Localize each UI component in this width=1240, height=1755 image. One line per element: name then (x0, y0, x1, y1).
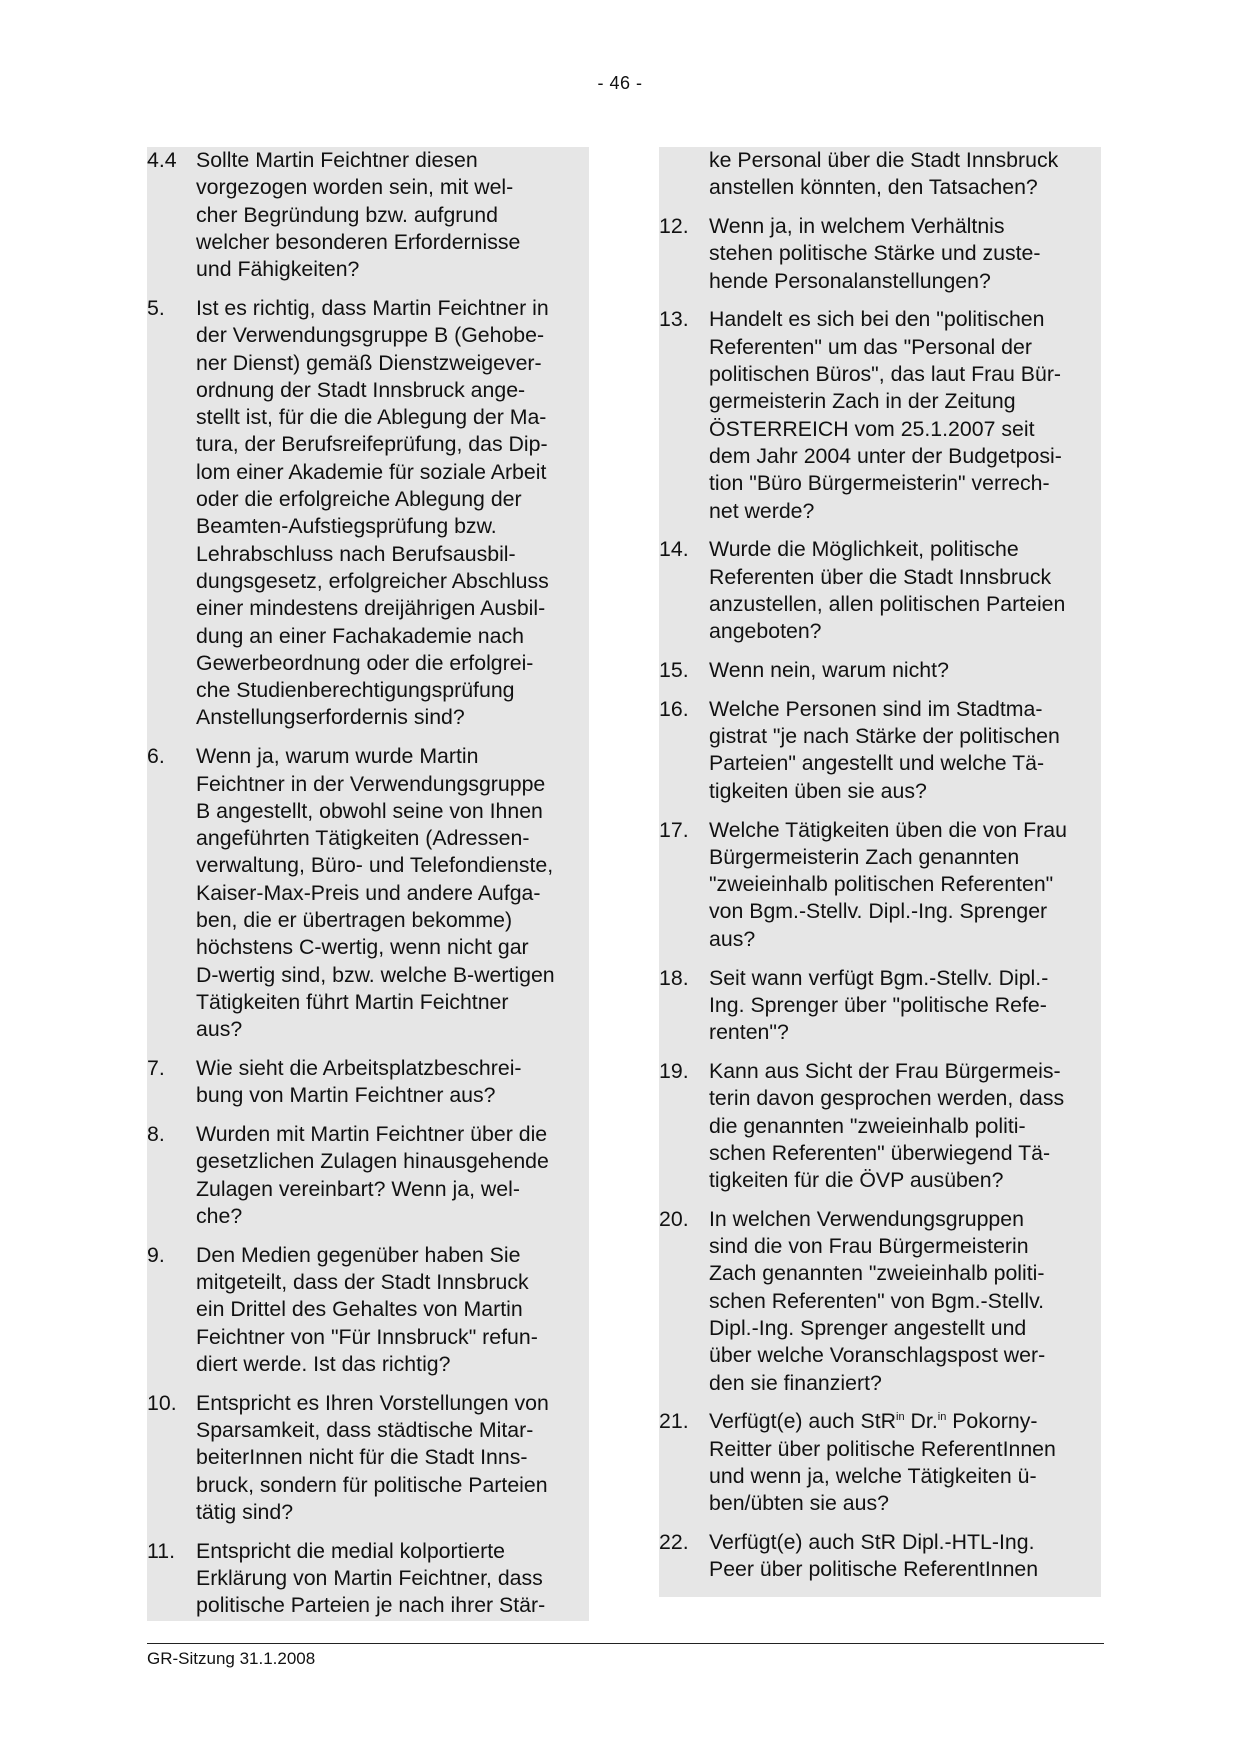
superscript: in (937, 1411, 947, 1424)
list-item (659, 306, 1101, 524)
list-item (659, 657, 1101, 684)
item-number: 9. (147, 1242, 165, 1267)
item-number: 8. (147, 1122, 165, 1147)
item-number: 12. (659, 214, 689, 239)
list-item (659, 536, 1101, 645)
item-text-rest: Reitter über politische ReferentInnen und wenn ja, welche Tätigkeiten ü- ben/übten sie aus? (709, 1436, 1056, 1516)
item-text-first-line (709, 1409, 1037, 1433)
item-text: Wenn ja, warum wurde Martin Feichtner in der Verwendungsgruppe B angestellt, obwohl seine von Ihnen angeführten Tätigkeiten (Adressen- verwaltung, Büro- und Telefondienste, Kaiser-Max-Preis und andere Aufga- ben, die er übertragen bekomme) höchstens C-wertig, wenn nicht gar D-wertig sind, bzw. welche B-wertigen Tätigkeiten führt Martin Feichtner aus? (196, 744, 555, 1042)
item-text: Welche Personen sind im Stadtma- gistrat "je nach Stärke der politischen Parteien" angestellt und welche Tä- tigkeiten üben sie aus? (709, 696, 1060, 803)
item-number: 11. (147, 1538, 176, 1563)
list-item (659, 1058, 1101, 1194)
list-item (147, 295, 589, 732)
item-number: 21. (659, 1409, 689, 1434)
item-text: Welche Tätigkeiten üben die von Frau Bürgermeisterin Zach genannten "zweieinhalb politischen Referenten" von Bgm.-Stellv. Dipl.-Ing. Sprenger aus? (709, 817, 1067, 951)
item-text: Handelt es sich bei den "politischen Referenten" um das "Personal der politischen Büros", das laut Frau Bür- germeisterin Zach in der Zeitung ÖSTERREICH vom 25.1.2007 seit dem Jahr 2004 unter der Budgetposi- tion "Büro Bürgermeisterin" verrech- net werde? (709, 307, 1062, 523)
right-column (659, 147, 1101, 1597)
item-text: Wenn nein, warum nicht? (709, 658, 949, 683)
item-number: 20. (659, 1206, 689, 1231)
list-item (147, 1242, 589, 1378)
item-number: 15. (659, 658, 689, 683)
item-text: Entspricht die medial kolportierte Erklärung von Martin Feichtner, dass politische Parteien je nach ihrer Stär- (196, 1538, 546, 1618)
list-item (147, 1121, 589, 1230)
item-text: Ist es richtig, dass Martin Feichtner in der Verwendungsgruppe B (Gehobe- ner Dienst) gemäß Dienstzweigever- ordnung der Stadt Innsbruck ange- stellt ist, für die die Ablegung der Ma- tura, der Berufsreifeprüfung, das Dip- lom einer Akademie für soziale Arbeit oder die erfolgreiche Ablegung der Beamten-Aufstiegsprüfung bzw. Lehrabschluss nach Berufsausbil- dungsgesetz, erfolgreicher Abschluss einer mindestens dreijährigen Ausbil- dung an einer Fachakademie nach Gewerbeordnung oder die erfolgrei- che Studienberechtigungsprüfung Anstellungserfordernis sind? (196, 295, 549, 730)
item-text-part: Dr. (904, 1409, 938, 1434)
superscript: in (896, 1411, 905, 1424)
item-text: Verfügt(e) auch StR Dipl.-HTL-Ing. Peer über politische ReferentInnen (709, 1530, 1039, 1582)
item-text: Seit wann verfügt Bgm.-Stellv. Dipl.- Ing. Sprenger über "politische Refe- renten"? (709, 965, 1049, 1045)
item-text: Wenn ja, in welchem Verhältnis stehen politische Stärke und zuste- hende Personalanstellungen? (709, 214, 1041, 293)
list-item (147, 743, 589, 1043)
item-number: 16. (659, 696, 689, 721)
list-item (147, 1390, 589, 1526)
item-text: Wie sieht die Arbeitsplatzbeschrei- bung von Martin Feichtner aus? (196, 1056, 522, 1108)
item-number: 4.4 (147, 148, 177, 172)
list-item (659, 213, 1101, 295)
list-item (147, 1538, 589, 1620)
item-number: 10. (147, 1390, 177, 1415)
item-number: 17. (659, 817, 689, 842)
item-number: 7. (147, 1056, 165, 1080)
page-number: - 46 - (597, 73, 643, 93)
left-column (147, 147, 589, 1621)
list-item (659, 696, 1101, 805)
item-number: 14. (659, 537, 689, 562)
list-item (659, 817, 1101, 953)
item-number: 22. (659, 1530, 689, 1555)
item-number: 5. (147, 295, 165, 320)
item-text: Wurde die Möglichkeit, politische Referenten über die Stadt Innsbruck anzustellen, allen politischen Parteien angeboten? (709, 537, 1066, 644)
item-number: 18. (659, 965, 689, 990)
item-number: 13. (659, 307, 689, 332)
item-text: In welchen Verwendungsgruppen sind die von Frau Bürgermeisterin Zach genannten "zweieinhalb politi- schen Referenten" von Bgm.-Stellv. Dipl.-Ing. Sprenger angestellt und über welche Voranschlagspost wer- den sie finanziert? (709, 1206, 1046, 1395)
item-text: Den Medien gegenüber haben Sie mitgeteilt, dass der Stadt Innsbruck ein Drittel des Gehaltes von Martin Feichtner von "Für Innsbruck" refun- diert werde. Ist das richtig? (196, 1242, 538, 1376)
item-text: ke Personal über die Stadt Innsbruck anstellen könnten, den Tatsachen? (709, 148, 1059, 200)
list-item (659, 1206, 1101, 1397)
footer-text: GR-Sitzung 31.1.2008 (147, 1649, 316, 1668)
item-text: Entspricht es Ihren Vorstellungen von Sparsamkeit, dass städtische Mitar- beiterInnen nicht für die Stadt Inns- bruck, sondern für politische Parteien tätig sind? (196, 1390, 549, 1524)
item-text: Sollte Martin Feichtner diesen vorgezogen worden sein, mit wel- cher Begründung bzw. aufgrund welcher besonderen Erfordernisse und Fähigkeiten? (196, 148, 521, 282)
item-text-part: Verfügt(e) auch StR (709, 1409, 897, 1434)
list-item (147, 147, 589, 283)
list-item (659, 1529, 1101, 1584)
footer-divider (147, 1643, 1104, 1644)
item-text: Wurden mit Martin Feichtner über die gesetzlichen Zulagen hinausgehende Zulagen vereinbart? Wenn ja, wel- che? (196, 1122, 549, 1228)
item-text: Kann aus Sicht der Frau Bürgermeis- terin davon gesprochen werden, dass die genannten "zweieinhalb politi- schen Referenten" überwiegend Tä- tigkeiten für die ÖVP ausüben? (709, 1058, 1065, 1193)
list-item (147, 1055, 589, 1110)
list-item (659, 1408, 1101, 1517)
list-item-continuation (659, 147, 1101, 202)
item-text (709, 1408, 1101, 1517)
item-number: 19. (659, 1058, 689, 1083)
list-item (659, 965, 1101, 1047)
item-number: 6. (147, 744, 165, 769)
item-text-part: Pokorny- (946, 1409, 1038, 1434)
